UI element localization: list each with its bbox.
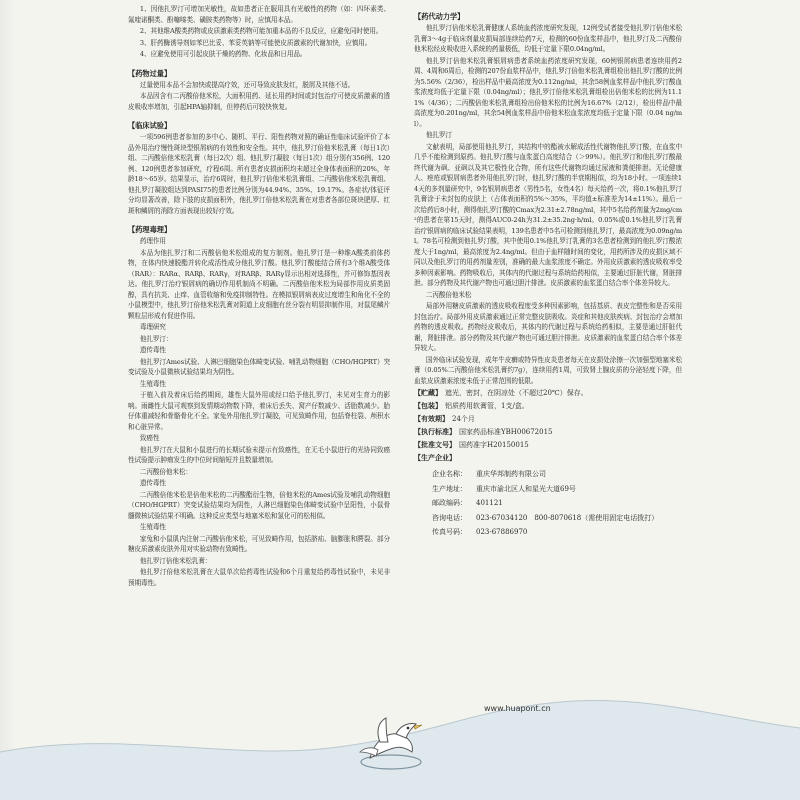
paragraph: 家兔和小鼠肌内注射二丙酸倍他米松，可见致畸作用，包括脐疝、脑膨胀和腭裂。部分糖皮质激素皮肤外用对实验动物有致畸性。	[128, 534, 390, 553]
paragraph: 4、应避免使用可引起皮肤干燥的药物、化妆品和日用品。	[139, 50, 307, 58]
paragraph: 3、肝药酶诱导剂如苯巴比妥、苯妥英钠等可能使皮质激素的代谢加快，应慎用。	[139, 38, 372, 47]
paragraph: 毒理研究	[139, 323, 166, 331]
paragraph: 2、其他维A酸类药物或皮质激素类药物可能加重本品的不良反应，应避免同时使用。	[139, 27, 383, 35]
paragraph: 遗传毒性	[139, 479, 166, 487]
storage-row	[414, 387, 682, 400]
paragraph: 他扎罗汀倍他米松乳膏健康人系统血药浓度研究发现，12例受试者接受他扎罗汀倍他米松乳膏3～4g于临床剂量皮损局部连续给药7天，检测的60份血浆样品中，他扎罗汀及二丙酸倍他米松经皮吸收进入系统的药量极低，均低于定量下限0.04ng/ml。	[414, 24, 682, 53]
paragraph: 过量使用本品不会加快或提高疗效，还可导致皮肤发红，脱屑及其他不适。	[139, 80, 355, 89]
manufacturer-field-label: 邮政编码：	[432, 499, 467, 507]
paragraph: 他扎罗汀Ames试验、人淋巴细胞染色体畸变试验、哺乳动物细胞（CHO/HGPRT）突变试验及小鼠微核试验结果均为阴性。	[128, 357, 390, 376]
paragraph: 本品为他扎罗汀和二丙酸倍他米松组成的复方制剂。他扎罗汀是一种维A酸类前体药物，在体内快速脱酯并转化成活性成分他扎罗汀酸。他扎罗汀酸能结合所有3个维A酸受体（RAR）：RARα、RARβ、RARγ，对RARβ、RARγ显示出相对选择性，并可修饰基因表达。他扎罗汀治疗银屑病的确切作用机制尚不明确。二丙酸倍他米松为局部作用皮质类固醇，具有抗炎、止痒、血管收缩和免疫抑制特性。在模拟银屑病表皮过度增生和角化不全的小鼠模型中，他扎罗汀倍他米松乳膏对阴道上皮细胞有丝分裂有明显抑制作用，对鼠尾鳞片颗粒层形成有促进作用。	[128, 248, 390, 320]
paragraph: 他扎罗汀在大鼠和小鼠进行的长期试验未提示有致癌性，在无毛小鼠进行的光协同致癌性试验提示肿瘤发生的中位时间缩短并且数量增加。	[128, 445, 390, 464]
paragraph: 二丙酸倍他米松	[425, 290, 472, 299]
pharmacology-toxicology-section	[128, 236, 390, 588]
overdose-section	[128, 80, 390, 113]
paragraph: 遗传毒性	[139, 346, 166, 354]
manufacturer-field-value: 023-67886970	[476, 528, 528, 536]
validity-row	[414, 413, 682, 426]
manufacturer-row	[432, 511, 682, 526]
manufacturer-field-value: 023-67034120 800-8070618（需使用固定电话拨打）	[476, 513, 659, 522]
manufacturer-field-label: 生产地址：	[432, 484, 467, 493]
paragraph: 文献表明，局部使用他扎罗汀，其结构中的酯被水解成活性代谢物他扎罗汀酸，在血浆中几乎不能检测到原药。他扎罗汀酸与血浆蛋白高度结合（＞99%）。他扎罗汀和他扎罗汀酸最终代谢为砜、亚砜以及其它极性化合物，所有这些代谢物均通过尿液和粪便排泄。无论健康人、痤疮或银屑病患者外用他扎罗汀时，他扎罗汀酸的半衰期相似，均为18小时。一项连续14天的多剂量研究中，9名银屑病患者（男性5名，女性4名）每天给药一次，将0.1%他扎罗汀乳膏涂于未封包的皮肤上（占体表面积的5%～35%，平均值±标准差为14±11%）。最后一次给药后8小时，测得他扎罗汀酸的Cmax为2.31±2.78ng/ml，其中5名给药剂量为2mg/cm²的患者在第15天时，测得AUC0-24h为31.2±35.2ng·h/ml。0.05%或0.1%他扎罗汀乳膏治疗银屑病的临床试验结果表明，139名患者中5名可检测到他扎罗汀，最高浓度为0.09ng/ml。78名可检测到他扎罗汀酸，其中使用0.1%他扎罗汀乳膏的3名患者检测到的他扎罗汀酸浓度大于1ng/ml，最高浓度为2.4ng/ml。但由于血样随时间的变化，用药所涉及的皮损区域不同以及他扎罗汀的用药剂量差别，准确的最大血浆浓度不确定。外用皮质激素的透皮吸收率受多种因素影响。药物吸收后，其体内的代谢过程与系统给药相似，主要通过肝脏代谢，肾脏排泄。部分药物及其代谢产物也可通过胆汁排泄。皮质激素的血浆蛋白结合率个体差异较大。	[414, 142, 682, 287]
paragraph: 他扎罗汀倍他米松乳膏在大鼠单次给药毒性试验和6个月重复给药毒性试验中，未见非预期毒性。	[128, 568, 390, 587]
pharmacokinetics-section	[414, 23, 682, 386]
bird-mascot-icon	[356, 712, 426, 772]
validity-value: 24个月	[452, 415, 475, 423]
manufacturer-row	[432, 482, 682, 497]
paragraph: 局部外用糖皮质激素的透皮吸收程度受多种因素影响，包括基质、表皮完整性和是否采用封包治疗。局部外用皮质激素通过正常完整皮肤吸收。炎症和其他皮肤疾病、封包治疗会增加药物的透皮吸收。药物经皮吸收后，其体内的代谢过程与系统给药相似，主要是通过肝脏代谢，肾脏排泄。部分药物及其代谢产物也可通过胆汁排泄。皮质激素的血浆蛋白结合率个体差异较大。	[414, 302, 682, 352]
precautions-continued	[128, 4, 390, 60]
manufacturer-field-value: 重庆华邦制药有限公司	[476, 470, 546, 478]
validity-label: 【有效期】	[414, 415, 449, 423]
manufacturer-field-label: 企业名称：	[432, 470, 467, 478]
left-edge-shade	[0, 0, 16, 800]
manufacturer-label: 【生产企业】	[414, 454, 456, 462]
paragraph: 他扎罗汀倍他米松乳膏：	[139, 556, 212, 565]
paragraph: 致癌性	[139, 434, 160, 442]
manufacturer-info	[414, 467, 682, 540]
paragraph: 本品因含有二丙酸倍他米松，大面积用药、延长用药时间或封包治疗可使皮质激素的透皮吸收率增加，引起HPA轴抑制，但停药后可较快恢复。	[128, 92, 390, 111]
paragraph: 生殖毒性	[139, 379, 166, 388]
manufacturer-field-value: 重庆市渝北区人和星光大道69号	[476, 484, 576, 493]
paragraph: 药理作用	[139, 237, 166, 245]
paragraph: 国外临床试验发现，成年牛皮癣或特异性皮炎患者每天在皮损处涂擦一次加强型地塞米松膏（0.05%二丙酸倍他米松乳膏约7g），连续用药1周，可致肾上腺皮质的分泌轻度下降，但血浆皮质激素浓度未低于正常范围的低限。	[414, 355, 682, 385]
paragraph: 他扎罗汀：	[139, 334, 173, 343]
paragraph: 生殖毒性	[139, 523, 166, 531]
paragraph: 1、因他扎罗汀可增加光敏性，故如患者正在服用具有光敏性的药物（如：四环素类、氟喹诺酮类、酚噻嗪类、磺胺类药物等）时，应慎用本品。	[128, 5, 390, 24]
manufacturer-row	[432, 467, 682, 482]
pharmacokinetics-heading: 【药代动力学】	[414, 12, 465, 21]
website-text: www.huapont.cn	[484, 704, 551, 713]
paragraph: 他扎罗汀倍他米松乳膏银屑病患者系统血药浓度研究发现，60例银屑病患者连续用药2周、4周和6周后，检测的207份血浆样品中，他扎罗汀倍他米松乳膏组检出他扎罗汀酸的比例为5.56%（2/36），检出样品中最高浓度为0.112ng/ml，其余58例血浆样品中他扎罗汀酸血浆浓度均低于定量下限（0.04ng/ml）；他扎罗汀倍他米松乳膏组检出倍他米松的比例为11.11%（4/36）；二丙酸倍他米松乳膏组检出倍他米松的比例为16.67%（2/12），检出样品中最高浓度为0.201ng/ml，其余54例血浆样品中倍他米松血浆浓度均低于定量下限（0.04 ng/ml）。	[414, 56, 682, 128]
package-row	[414, 400, 682, 413]
manufacturer-heading-row	[414, 452, 682, 465]
storage-value: 遮光，密封，在阴凉处（不超过20℃）保存。	[445, 389, 588, 397]
manufacturer-row	[432, 496, 682, 511]
manufacturer-field-value: 401121	[476, 499, 503, 507]
right-column	[414, 4, 682, 714]
left-column	[128, 4, 390, 649]
pharmacology-toxicology-heading: 【药理毒理】	[128, 225, 172, 234]
standard-value: 国家药品标准YBH00672015	[459, 428, 553, 436]
package-value: 铝质药用软膏管，1支/盒。	[445, 402, 529, 410]
paragraph: 二丙酸倍他米松是倍他米松的二丙酸酯衍生物，倍他米松的Ames试验及哺乳动物细胞（CHO/HGPRT）突变试验结果均为阴性，人淋巴细胞染色体畸变试验中呈阳性，小鼠骨髓微核试验结果不明确。这种反应类型与地塞米松和氢化可的松相似。	[128, 490, 390, 520]
paragraph: 一项596例患者参加的多中心、随机、平行、阳性药物对照的确证性临床试验评价了本品外用治疗慢性斑块型银屑病的有效性和安全性。其中，他扎罗汀倍他米松乳膏（每日1次）组、二丙酸倍他米松乳膏（每日2次）组、他扎罗汀凝胶（每日1次）组分别有356例、120例、120例患者参加研究，疗程6周。所有患者皮损面积均未超过全身体表面积的20%，年龄18～65岁。结果显示，治疗6周时，他扎罗汀倍他米松乳膏组、二丙酸倍他米松乳膏组、他扎罗汀凝胶组达到PASI75的患者比例分别为44.94%、35%、19.17%。各症状/体征评分均显著改善，除下肢的皮损面积外，他扎罗汀倍他米松乳膏在对患者各部位斑块肥厚、红斑和鳞屑的消除方面表现出较好疗效。	[128, 133, 390, 215]
paragraph: 他扎罗汀	[425, 131, 452, 139]
paragraph: 二丙酸倍他米松：	[139, 467, 192, 476]
clinical-trial-heading: 【临床试验】	[128, 121, 172, 130]
manufacturer-row	[432, 525, 682, 540]
package-label: 【包装】	[414, 402, 442, 410]
manufacturer-field-label: 咨询电话：	[432, 513, 467, 522]
overdose-heading: 【药物过量】	[128, 68, 172, 78]
approval-row	[414, 439, 682, 452]
paragraph: 于植入前及着床后给药期间，雄性大鼠外用或经口给予他扎罗汀，未见对生育力的影响。雨雌性大鼠可观察到发情期动物数下降，着床后丢失、窝产仔数减少、活胎数减少。胎仔体重减轻和骨骼骨化不全。家兔外用他扎罗汀凝胶，可见致畸作用，包括脊柱裂、颅积水和心脏异常。	[128, 391, 390, 431]
clinical-trial-section	[128, 132, 390, 216]
approval-label: 【批准文号】	[414, 441, 456, 449]
approval-value: 国药准字H20150015	[459, 441, 529, 449]
storage-label: 【贮藏】	[414, 389, 442, 397]
standard-row	[414, 426, 682, 439]
standard-label: 【执行标准】	[414, 428, 456, 436]
manufacturer-field-label: 传真号码：	[432, 528, 467, 536]
